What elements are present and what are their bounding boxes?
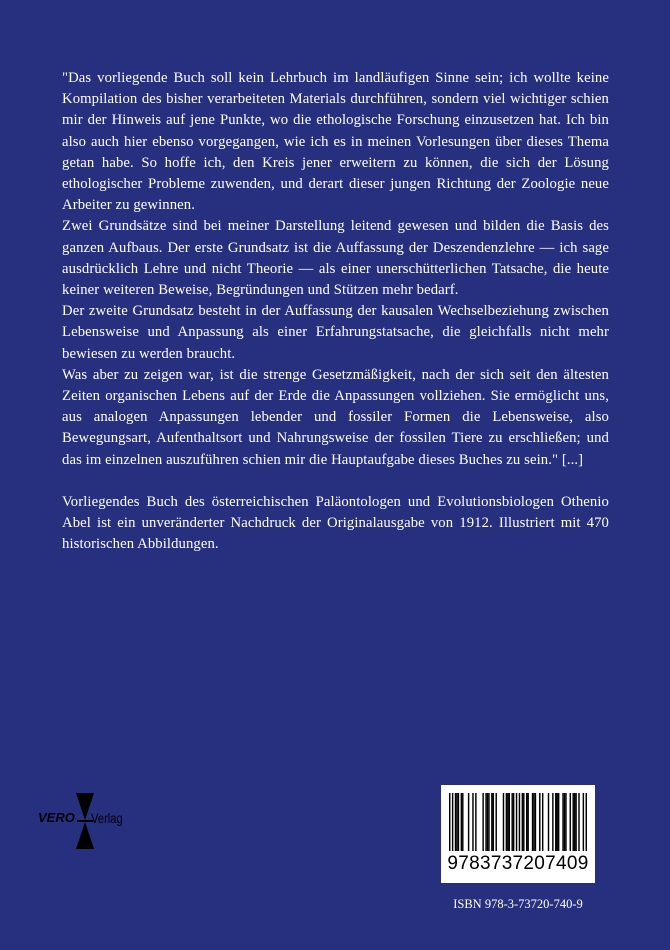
quote-paragraph: "Das vorliegende Buch soll kein Lehrbuch im landläufigen Sinne sein; ich wollte keine Kompilation des bisher verarbeiteten Materials durchführen, sondern viel wichtiger schien mir der Hinweis auf jene Punkte, wo die ethologische Forschung einzusetzen hat. Ich bin also auch hier ebenso vorgegangen, wie ich es in meinen Vorlesungen über dieses Thema getan habe. So hoffe ich, den Kreis jener erweitern zu können, die sich der Lösung ethologischer Probleme zuwenden, und derart dieser jungen Richtung der Zoologie neue Arbeiter zu gewinnen. bbox=[62, 70, 609, 214]
barcode-bar bbox=[578, 793, 579, 851]
barcode-bar bbox=[511, 793, 512, 851]
isbn-label: ISBN 978-3-73720-740-9 bbox=[453, 897, 583, 911]
barcode-bars bbox=[449, 793, 587, 851]
barcode-bar bbox=[507, 793, 508, 851]
barcode-bar bbox=[493, 793, 494, 851]
quote-paragraph: Zwei Grundsätze sind bei meiner Darstellung leitend gewesen und bilden die Basis des ganzen Aufbaus. Der erste Grundsatz ist die Auffassung der Deszendenzlehre — ich sage ausdrücklich Lehre und nicht Theorie — als einer unerschütterlichen Tatsache, die heute keiner weiteren Beweise, Begründungen und Stützen mehr bedarf. bbox=[62, 218, 609, 299]
barcode-bar bbox=[586, 793, 587, 851]
barcode-bar bbox=[491, 793, 492, 851]
barcode-bar bbox=[523, 793, 524, 851]
barcode-bar bbox=[583, 793, 584, 851]
barcode-bar bbox=[458, 793, 459, 851]
barcode-bar bbox=[555, 793, 556, 851]
barcode-bar bbox=[449, 793, 450, 851]
barcode-bar bbox=[570, 793, 571, 851]
barcode-bar bbox=[564, 793, 565, 851]
barcode-bar bbox=[562, 793, 563, 851]
barcode-bar bbox=[574, 793, 575, 851]
barcode-bar bbox=[535, 793, 536, 851]
barcode-bar bbox=[516, 793, 517, 851]
barcode-bar bbox=[456, 793, 457, 851]
barcode-bar bbox=[452, 793, 453, 851]
barcode-bar bbox=[487, 793, 488, 851]
barcode-bar bbox=[472, 793, 473, 851]
barcode-bar bbox=[468, 793, 469, 851]
barcode bbox=[441, 785, 595, 883]
barcode-bar bbox=[519, 793, 520, 851]
barcode-digits: 9783737207409 bbox=[447, 853, 589, 874]
barcode-bar bbox=[558, 793, 559, 851]
barcode-bar bbox=[462, 793, 463, 851]
barcode-bar bbox=[552, 793, 553, 851]
barcode-bar bbox=[503, 793, 504, 851]
barcode-bar bbox=[575, 793, 576, 851]
barcode-bar bbox=[509, 793, 510, 851]
barcode-bar bbox=[513, 793, 514, 851]
barcode-bar bbox=[548, 793, 549, 851]
barcode-bar bbox=[572, 793, 573, 851]
barcode-bar bbox=[485, 793, 486, 851]
barcode-bar bbox=[532, 793, 533, 851]
barcode-bar bbox=[539, 793, 540, 851]
barcode-bar bbox=[526, 793, 527, 851]
barcode-bar bbox=[488, 793, 489, 851]
barcode-bar bbox=[556, 793, 557, 851]
barcode-bar bbox=[495, 793, 496, 851]
barcode-bar bbox=[506, 793, 507, 851]
barcode-bar bbox=[522, 793, 523, 851]
back-cover-blurb bbox=[62, 68, 609, 556]
barcode-bar bbox=[565, 793, 566, 851]
barcode-bar bbox=[527, 793, 528, 851]
barcode-bar bbox=[542, 793, 543, 851]
barcode-bar bbox=[455, 793, 456, 851]
quote-paragraph: Was aber zu zeigen war, ist die strenge Gesetzmäßigkeit, nach der sich seit den ältesten Zeiten organischen Lebens auf der Erde die Anpassungen vollziehen. Sie ermöglicht uns, aus analogen Anpassungen lebender und fossiler Formen die Lebensweise, also Bewegungsart, Aufenthaltsort und Nahrungsweise der fossilen Tiere zu erschließen; und das im einzelnen auszuführen schien mir die Hauptaufgabe dieses Buches zu sein." [...] bbox=[62, 366, 609, 468]
publisher-suffix: Verlag bbox=[91, 810, 123, 826]
book-description: Vorliegendes Buch des österreichischen Paläontologen und Evolutionsbiologen Othenio Abel ist ein unveränderter Nachdruck der Originalausgabe von 1912. Illustriert mit 470 historischen Abbildungen. bbox=[62, 494, 609, 553]
quote-paragraph: Der zweite Grundsatz besteht in der Auffassung der kausalen Wechselbeziehung zwischen Lebensweise und Anpassung als einer Erfahrungstatsache, die gleichfalls nicht mehr bewiesen zu werden braucht. bbox=[62, 303, 609, 362]
barcode-bar bbox=[475, 793, 476, 851]
barcode-bar bbox=[482, 793, 483, 851]
barcode-bar bbox=[533, 793, 534, 851]
publisher-logo bbox=[38, 793, 138, 849]
barcode-bar bbox=[461, 793, 462, 851]
publisher-name: VERO bbox=[38, 810, 75, 825]
